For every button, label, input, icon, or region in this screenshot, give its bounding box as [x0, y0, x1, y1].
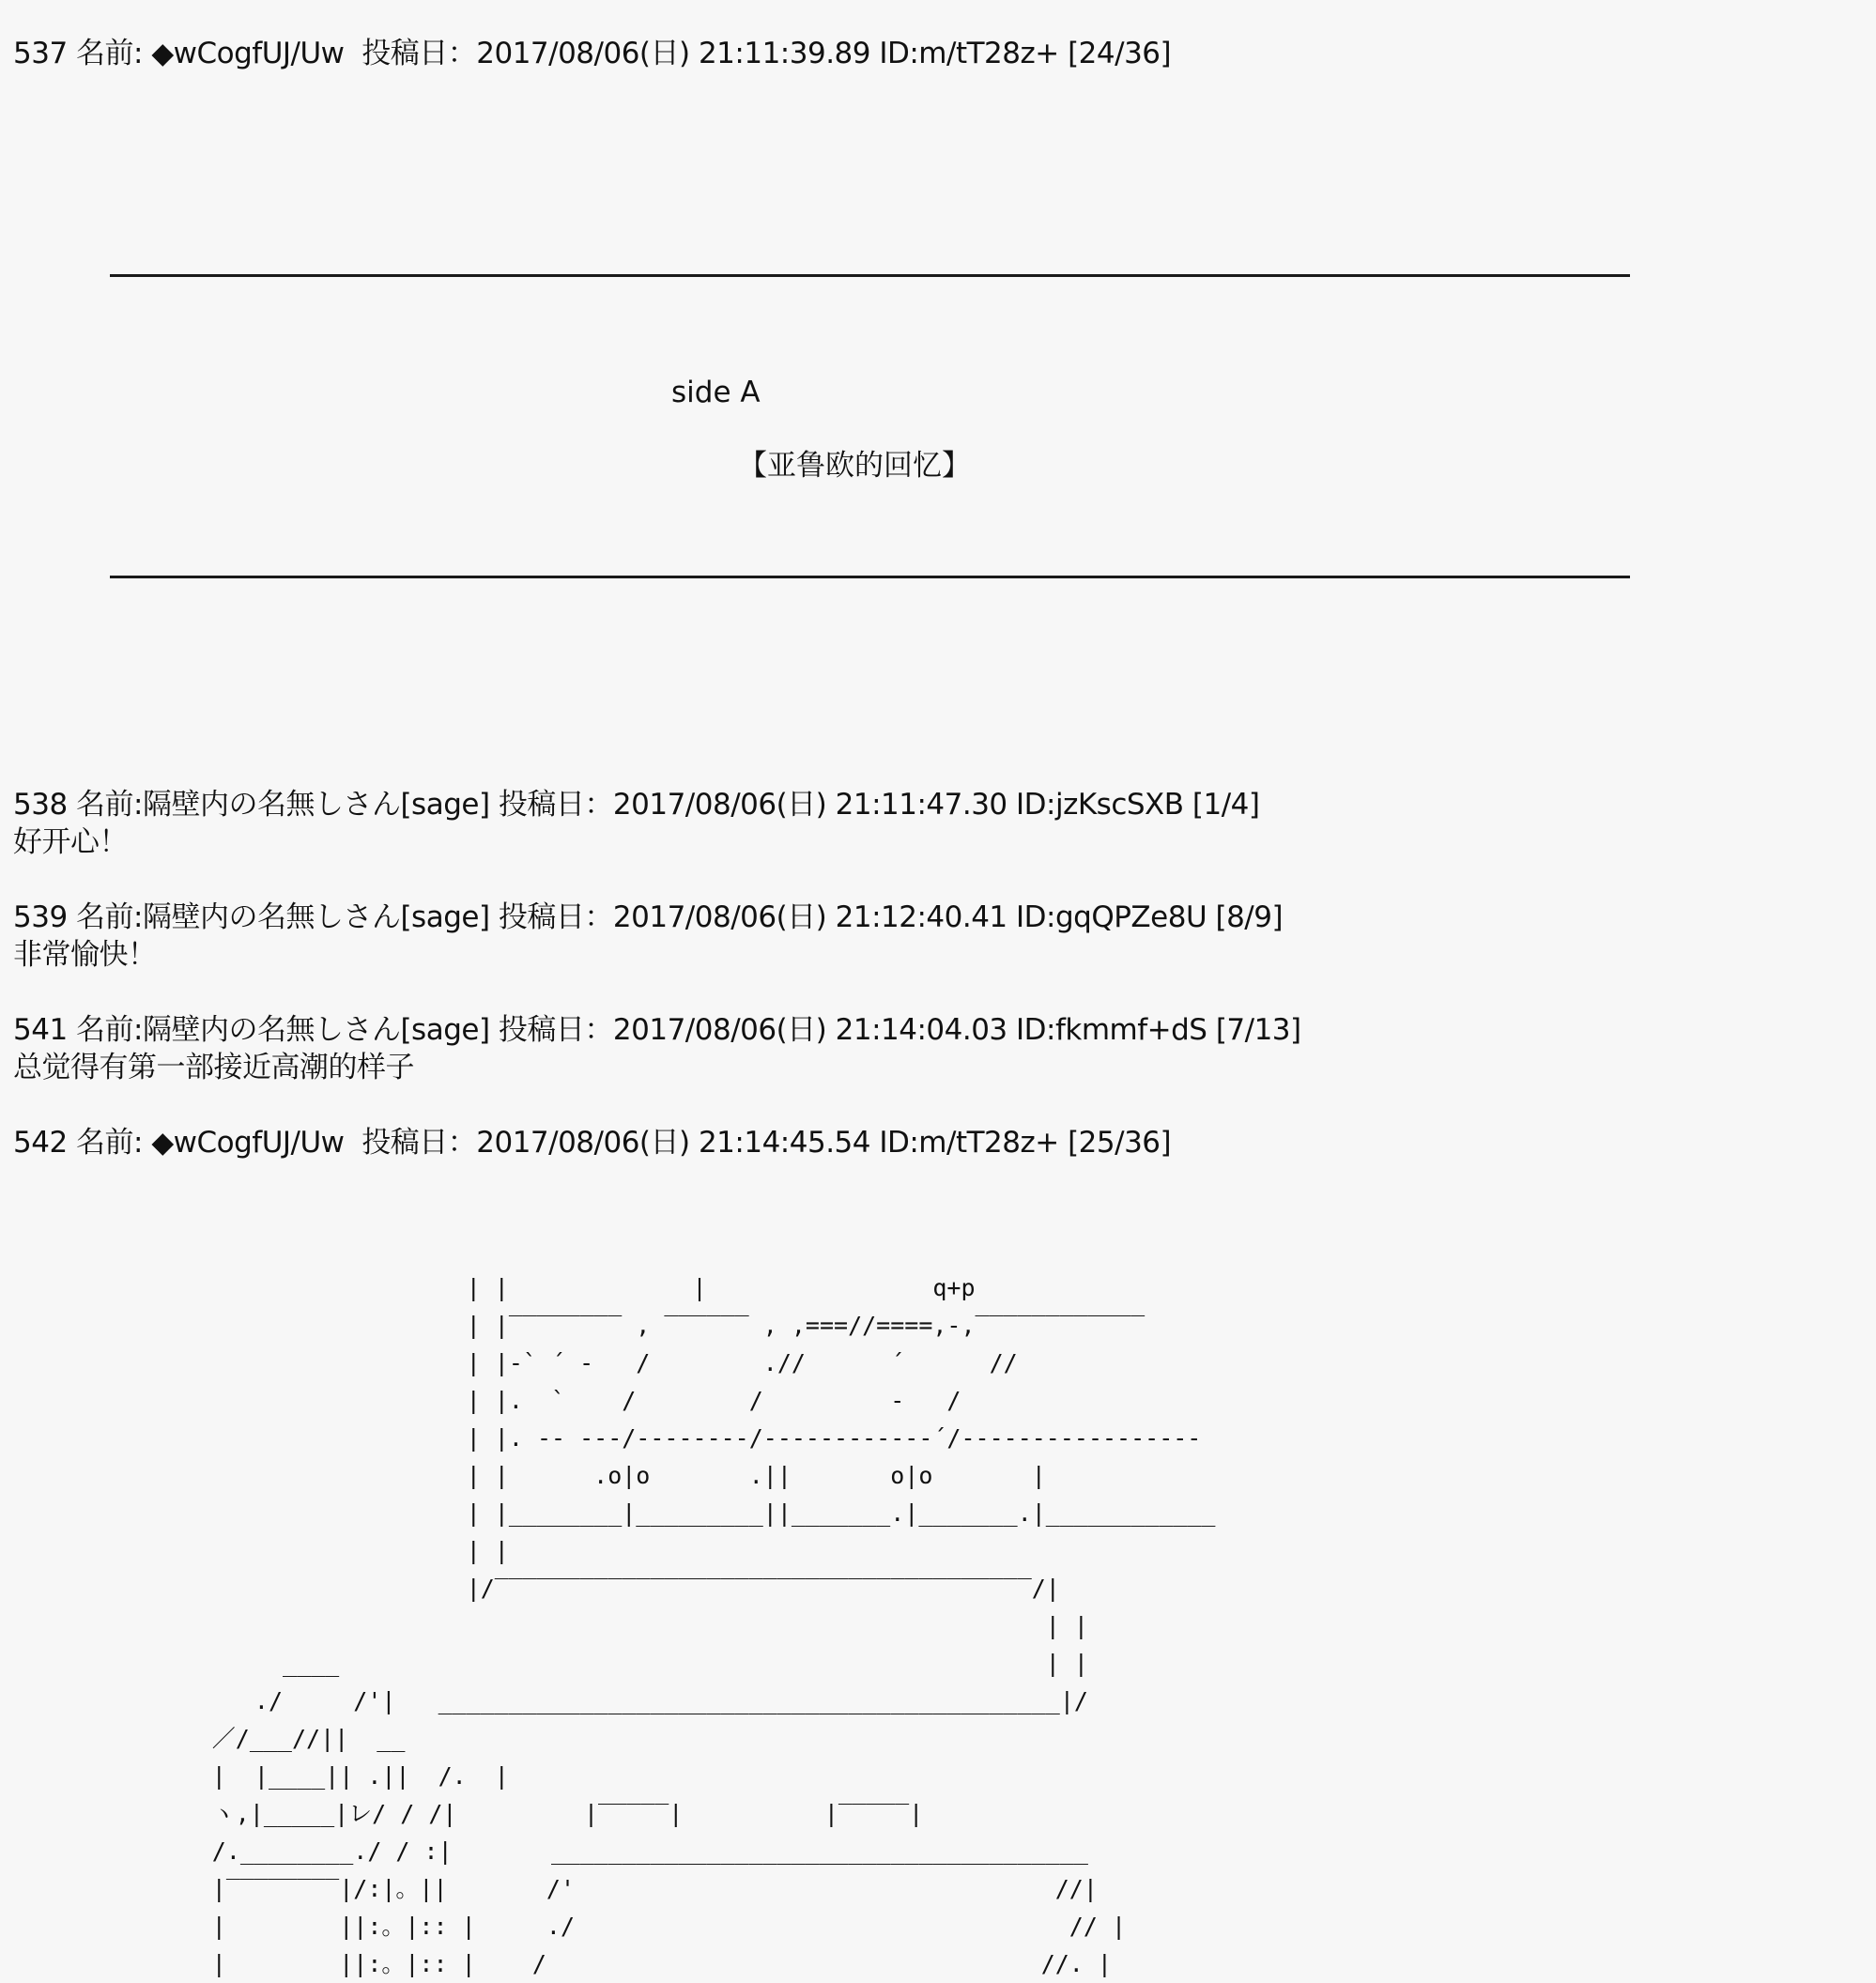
post-body-541: 总觉得有第一部接近高潮的样子 — [13, 1051, 414, 1084]
post-header-538: 538 名前:隔壁内の名無しさん[sage] 投稿日：2017/08/06(日) 21:11:47.30 ID:jzKscSXB [1/4] — [13, 788, 1260, 822]
chapter-title: 【亚鲁欧的回忆】 — [738, 449, 971, 483]
side-label: side A — [671, 376, 761, 409]
post-body-539: 非常愉快！ — [13, 938, 157, 972]
post-header-542: 542 名前: ◆wCogfUJ/Uw 投稿日：2017/08/06(日) 21:14:45.54 ID:m/tT28z+ [25/36] — [13, 1126, 1172, 1160]
divider-top — [110, 274, 1630, 277]
divider-bottom — [110, 576, 1630, 578]
post-body-538: 好开心！ — [13, 825, 128, 859]
post-header-541: 541 名前:隔壁内の名無しさん[sage] 投稿日：2017/08/06(日) 21:14:04.03 ID:fkmmf+dS [7/13] — [13, 1013, 1301, 1047]
post-header-537: 537 名前: ◆wCogfUJ/Uw 投稿日：2017/08/06(日) 21:11:39.89 ID:m/tT28z+ [24/36] — [13, 37, 1172, 70]
ascii-art-scene: | | | q+p | |‾‾‾‾‾‾‾‾ , ‾‾‾‾‾‾ , ,===//====,-,‾‾‾‾‾‾‾‾‾‾‾‾ | |-` ´ - / .// ´ // | |. ` / / - / | |. -- ---/--------/--‐-‐-‐-‐--‐´/----------------- | | .o|o .|| o|o | | |________|_________||_______.|_______.|____________ | | |/‾‾‾‾‾‾‾‾‾‾‾‾‾‾‾‾‾‾‾‾‾‾‾‾‾‾‾‾‾‾‾‾‾‾‾‾‾‾/| | | ____ | | ./ /'| ____________________________________________|/ ／/___//|| __ | |____|| .|| /. | ヽ,|_____|レ/ / /| |‾‾‾‾‾| |‾‾‾‾‾| /.________./ / :| ______________________________________ |‾‾‾‾‾‾‾‾|/:|。|| /' //| | ||:。|:: | ./ // | | ||:。|:: | / //. | — [211, 1274, 1216, 1977]
post-header-539: 539 名前:隔壁内の名無しさん[sage] 投稿日：2017/08/06(日) 21:12:40.41 ID:gqQPZe8U [8/9] — [13, 900, 1284, 934]
